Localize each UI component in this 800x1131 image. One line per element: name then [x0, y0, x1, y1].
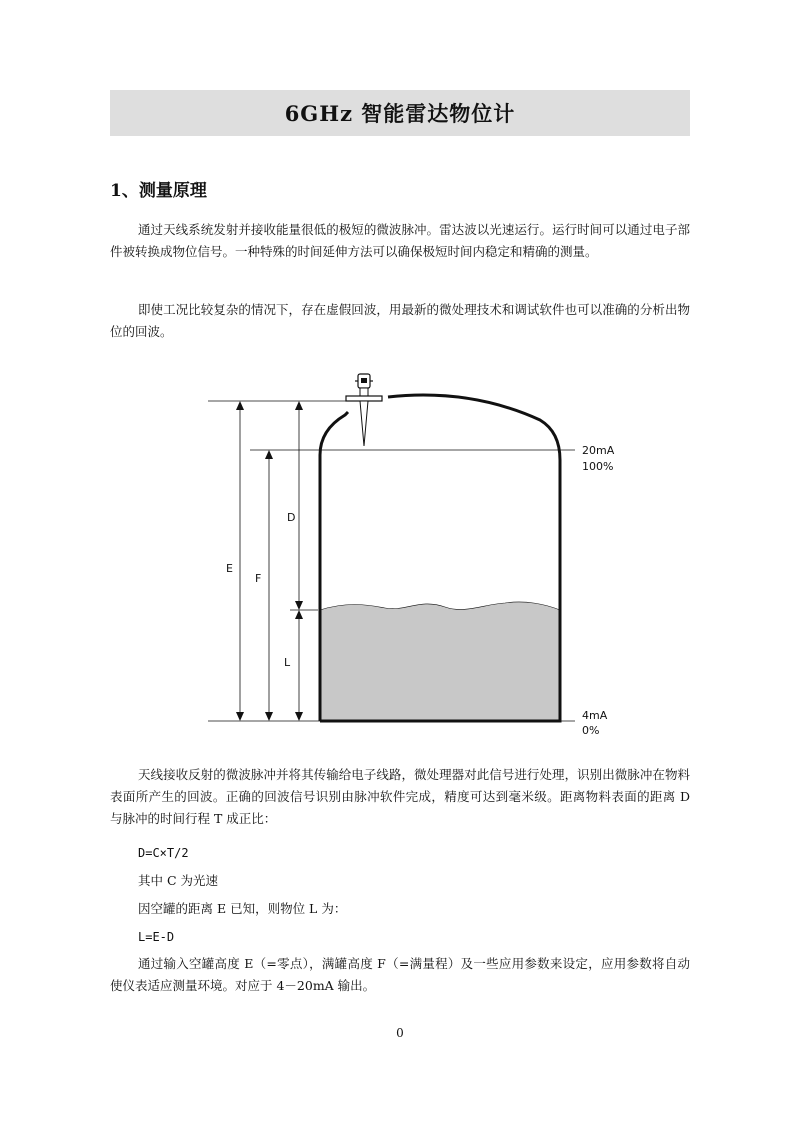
label-f: F	[255, 572, 262, 585]
label-l: L	[284, 656, 291, 669]
paragraph-echo-processing: 天线接收反射的微波脉冲并将其传输给电子线路，微处理器对此信号进行处理，识别出微脉冲在物料表面所产生的回波。正确的回波信号识别由脉冲软件完成，精度可达到毫米级。距离物料表面的距离 D 与脉冲的时间行程 T 成正比：	[110, 767, 690, 826]
label-100-percent: 100%	[582, 460, 614, 473]
radar-sensor-icon	[346, 374, 382, 446]
section-heading: 1、测量原理	[110, 181, 207, 201]
title-band	[110, 90, 690, 136]
label-20ma: 20mA	[582, 444, 615, 457]
dimension-e-arrow-top	[236, 401, 244, 410]
page-number: 0	[396, 1026, 404, 1040]
dimension-d-arrow-top	[295, 401, 303, 410]
dimension-l-arrow-bottom	[295, 712, 303, 721]
dimension-l-arrow-top	[295, 610, 303, 619]
paragraph-setup: 通过输入空罐高度 E（=零点），满罐高度 F（=满量程）及一些应用参数来设定，应用参数将自动使仪表适应测量环境。对应于 4－20mA 输出。	[110, 956, 690, 993]
radar-tank-diagram	[0, 360, 800, 750]
paragraph-principle: 通过天线系统发射并接收能量很低的极短的微波脉冲。雷达波以光速运行。运行时间可以通过电子部件被转换成物位信号。一种特殊的时间延伸方法可以确保极短时间内稳定和精确的测量。	[110, 222, 690, 259]
paragraph-false-echo: 即使工况比较复杂的情况下，存在虚假回波，用最新的微处理技术和调试软件也可以准确的分析出物位的回波。	[110, 302, 690, 339]
document-title: 6GHz 智能雷达物位计	[284, 101, 516, 126]
formula-distance: D=C×T/2	[138, 846, 189, 860]
dimension-e-arrow-bottom	[236, 712, 244, 721]
dimension-f-arrow-bottom	[265, 712, 273, 721]
note-empty-tank: 因空罐的距离 E 已知，则物位 L 为：	[138, 901, 347, 916]
label-d: D	[287, 511, 296, 524]
label-0-percent: 0%	[582, 724, 600, 737]
material-fill	[320, 602, 560, 721]
label-e: E	[226, 562, 233, 575]
formula-level: L=E-D	[138, 930, 175, 944]
dimension-d-arrow-bottom	[295, 601, 303, 610]
note-speed-of-light: 其中 C 为光速	[138, 873, 219, 888]
label-4ma: 4mA	[582, 709, 608, 722]
dimension-f-arrow-top	[265, 450, 273, 459]
